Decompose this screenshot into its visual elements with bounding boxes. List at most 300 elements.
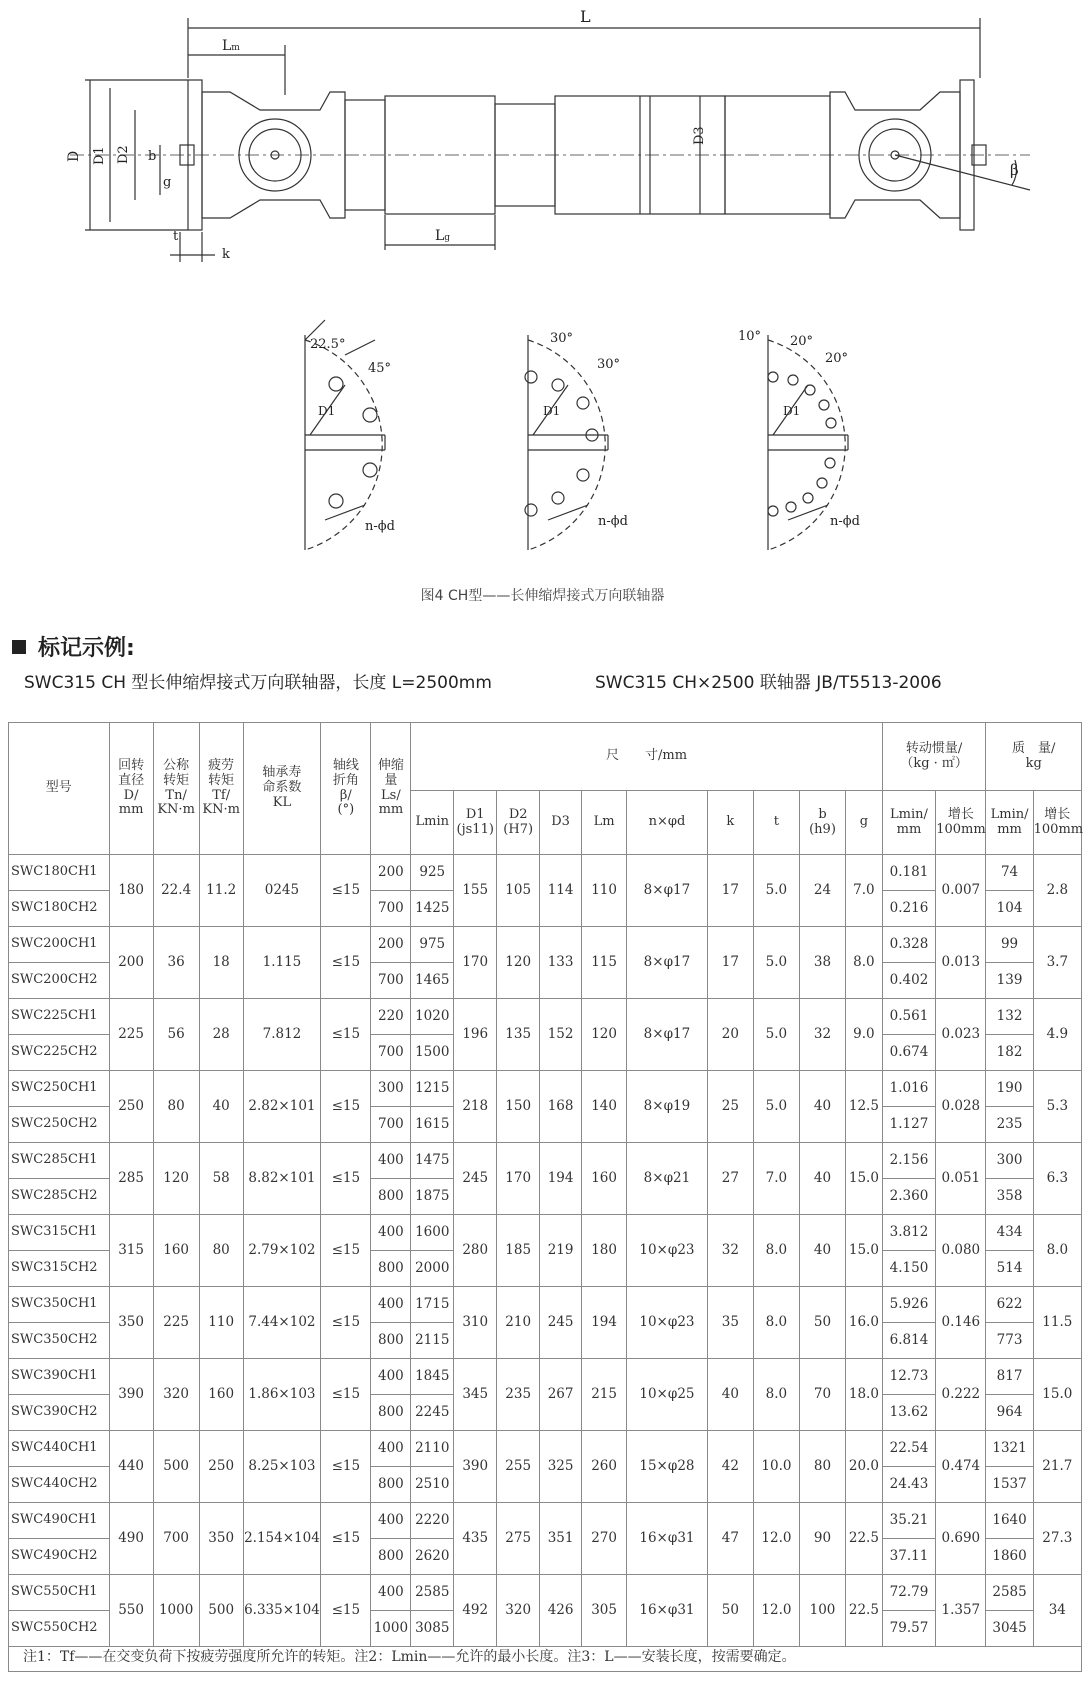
cell-Minc: 11.5: [1033, 1287, 1081, 1359]
cell-nphid: 16×φ31: [627, 1503, 708, 1575]
cell-g: 22.5: [846, 1575, 883, 1647]
th-b: b (h9): [799, 791, 845, 855]
cell-Minc: 34: [1033, 1575, 1081, 1647]
dim-g-label: g: [163, 175, 172, 190]
th-t: t: [753, 791, 799, 855]
cell-D: 150: [497, 1071, 540, 1143]
th-Ls: 伸缩 量 Ls/ mm: [371, 723, 411, 855]
table-row: [9, 1503, 1082, 1539]
cell-KL: 8.25×103: [243, 1431, 321, 1503]
flange3-angle-b: 20°: [790, 334, 814, 349]
cell-D: 218: [454, 1071, 497, 1143]
cell-Lm: 305: [582, 1575, 627, 1647]
flange2-D1-label: D1: [543, 404, 561, 418]
cell-Ls: 700: [371, 891, 411, 927]
cell-D: 155: [454, 855, 497, 927]
cell-Ls: 800: [371, 1467, 411, 1503]
th-mass-inc: 增长 100mm: [1033, 791, 1081, 855]
flange2-angle-b: 30°: [597, 357, 621, 372]
cell-Ls: 400: [371, 1575, 411, 1611]
cell-Lmin: 1615: [411, 1107, 454, 1143]
cell-D: 492: [454, 1575, 497, 1647]
cell-b: 90: [799, 1503, 845, 1575]
th-KL: 轴承寿 命系数 KL: [243, 723, 321, 855]
flange1-angle-a: 22.5°: [310, 337, 346, 352]
cell-J: 1.016: [882, 1071, 935, 1107]
cell-M: 1860: [986, 1539, 1033, 1575]
cell-k: 50: [707, 1575, 753, 1647]
cell-D: 275: [497, 1503, 540, 1575]
th-Tn: 公称 转矩 Tn/ KN·m: [153, 723, 199, 855]
cell-J: 6.814: [882, 1323, 935, 1359]
cell-Lmin: 2510: [411, 1467, 454, 1503]
table-row: [9, 1359, 1082, 1395]
cell-D: 235: [497, 1359, 540, 1431]
cell-Tn: 500: [153, 1431, 199, 1503]
cell-M: 104: [986, 891, 1033, 927]
cell-beta: ≤15: [321, 1575, 371, 1647]
cell-J: 72.79: [882, 1575, 935, 1611]
cell-k: 32: [707, 1215, 753, 1287]
cell-Tf: 58: [199, 1143, 243, 1215]
table-row: [9, 1071, 1082, 1107]
cell-m: SWC490CH2: [9, 1539, 110, 1575]
cell-beta: ≤15: [321, 855, 371, 927]
table-row: [9, 1143, 1082, 1179]
cell-Tf: 500: [199, 1575, 243, 1647]
cell-D: 170: [454, 927, 497, 999]
cell-b: 24: [799, 855, 845, 927]
cell-t: 12.0: [753, 1503, 799, 1575]
cell-J: 2.156: [882, 1143, 935, 1179]
cell-D: 435: [454, 1503, 497, 1575]
cell-k: 47: [707, 1503, 753, 1575]
cell-m: SWC440CH1: [9, 1431, 110, 1467]
flange1-D1-label: D1: [318, 404, 336, 418]
flange3-nphid: n-ϕd: [830, 514, 860, 529]
cell-M: 132: [986, 999, 1033, 1035]
cell-Tn: 80: [153, 1071, 199, 1143]
cell-Lmin: 2245: [411, 1395, 454, 1431]
cell-Lmin: 1465: [411, 963, 454, 999]
cell-m: SWC440CH2: [9, 1467, 110, 1503]
cell-beta: ≤15: [321, 927, 371, 999]
flange2-nphid: n-ϕd: [598, 514, 628, 529]
spec-table-body: [9, 855, 1082, 1647]
cell-nphid: 10×φ25: [627, 1359, 708, 1431]
cell-D: 345: [454, 1359, 497, 1431]
cell-Ls: 400: [371, 1287, 411, 1323]
cell-D: 133: [540, 927, 582, 999]
cell-M: 622: [986, 1287, 1033, 1323]
cell-D: 390: [454, 1431, 497, 1503]
cell-nphid: 8×φ19: [627, 1071, 708, 1143]
cell-Jinc: 1.357: [936, 1575, 986, 1647]
cell-Tf: 350: [199, 1503, 243, 1575]
cell-g: 18.0: [846, 1359, 883, 1431]
cell-D: 310: [454, 1287, 497, 1359]
cell-Ls: 800: [371, 1395, 411, 1431]
cell-nphid: 8×φ21: [627, 1143, 708, 1215]
cell-D: 490: [109, 1503, 153, 1575]
cell-Jinc: 0.690: [936, 1503, 986, 1575]
cell-Lmin: 1215: [411, 1071, 454, 1107]
cell-t: 5.0: [753, 927, 799, 999]
dim-b-label: b: [148, 149, 157, 164]
cell-J: 5.926: [882, 1287, 935, 1323]
th-beta: 轴线 折角 β/ (°): [321, 723, 371, 855]
table-row: [9, 1431, 1082, 1467]
dim-Lg-label: Lg: [435, 228, 451, 244]
cell-Jinc: 0.222: [936, 1359, 986, 1431]
cell-KL: 7.812: [243, 999, 321, 1071]
th-mass: 质 量/ kg: [986, 723, 1082, 791]
table-row: [9, 1215, 1082, 1251]
cell-beta: ≤15: [321, 1503, 371, 1575]
cell-m: SWC550CH1: [9, 1575, 110, 1611]
cell-Tf: 18: [199, 927, 243, 999]
cell-D: 285: [109, 1143, 153, 1215]
cell-nphid: 10×φ23: [627, 1215, 708, 1287]
flange3-angle-c: 20°: [825, 351, 849, 366]
cell-D: 200: [109, 927, 153, 999]
cell-Tn: 56: [153, 999, 199, 1071]
cell-m: SWC390CH1: [9, 1359, 110, 1395]
table-row: [9, 927, 1082, 963]
cell-m: SWC285CH1: [9, 1143, 110, 1179]
cell-Lmin: 1020: [411, 999, 454, 1035]
cell-m: SWC180CH1: [9, 855, 110, 891]
cell-Lm: 260: [582, 1431, 627, 1503]
cell-J: 0.328: [882, 927, 935, 963]
cell-t: 8.0: [753, 1215, 799, 1287]
cell-Lmin: 1845: [411, 1359, 454, 1395]
cell-t: 5.0: [753, 855, 799, 927]
cell-J: 0.674: [882, 1035, 935, 1071]
cell-t: 8.0: [753, 1359, 799, 1431]
cell-g: 15.0: [846, 1215, 883, 1287]
table-row: [9, 999, 1082, 1035]
th-dimensions: 尺 寸/mm: [411, 723, 882, 791]
cell-D: 440: [109, 1431, 153, 1503]
cell-b: 32: [799, 999, 845, 1071]
cell-k: 25: [707, 1071, 753, 1143]
th-inertia-lmin: Lmin/ mm: [882, 791, 935, 855]
th-D: 回转 直径 D/ mm: [109, 723, 153, 855]
cell-Ls: 700: [371, 1107, 411, 1143]
cell-g: 16.0: [846, 1287, 883, 1359]
cell-k: 42: [707, 1431, 753, 1503]
cell-Tf: 28: [199, 999, 243, 1071]
flange3-angle-a: 10°: [738, 329, 762, 344]
cell-Tn: 36: [153, 927, 199, 999]
cell-Jinc: 0.028: [936, 1071, 986, 1143]
cell-Ls: 200: [371, 855, 411, 891]
cell-M: 817: [986, 1359, 1033, 1395]
cell-KL: 6.335×104: [243, 1575, 321, 1647]
cell-Lm: 110: [582, 855, 627, 927]
cell-KL: 1.86×103: [243, 1359, 321, 1431]
cell-D: 255: [497, 1431, 540, 1503]
cell-J: 13.62: [882, 1395, 935, 1431]
cell-Lm: 270: [582, 1503, 627, 1575]
th-Tf: 疲劳 转矩 Tf/ KN·m: [199, 723, 243, 855]
cell-g: 7.0: [846, 855, 883, 927]
cell-D: 550: [109, 1575, 153, 1647]
cell-k: 27: [707, 1143, 753, 1215]
marking-example-code: SWC315 CH×2500 联轴器 JB/T5513-2006: [595, 673, 942, 693]
flange1-nphid: n-ϕd: [365, 519, 395, 534]
cell-Minc: 5.3: [1033, 1071, 1081, 1143]
coupling-drawing: [0, 0, 1085, 580]
cell-Tn: 700: [153, 1503, 199, 1575]
cell-Ls: 800: [371, 1323, 411, 1359]
th-model: 型号: [9, 723, 110, 855]
cell-Ls: 400: [371, 1503, 411, 1539]
cell-m: SWC390CH2: [9, 1395, 110, 1431]
cell-Lmin: 1715: [411, 1287, 454, 1323]
cell-g: 12.5: [846, 1071, 883, 1143]
cell-m: SWC250CH2: [9, 1107, 110, 1143]
cell-beta: ≤15: [321, 1359, 371, 1431]
cell-Minc: 15.0: [1033, 1359, 1081, 1431]
cell-k: 20: [707, 999, 753, 1071]
th-D3: D3: [540, 791, 582, 855]
th-D2: D2 (H7): [497, 791, 540, 855]
cell-D: 351: [540, 1503, 582, 1575]
cell-J: 79.57: [882, 1611, 935, 1647]
cell-k: 35: [707, 1287, 753, 1359]
cell-D: 245: [454, 1143, 497, 1215]
cell-M: 1640: [986, 1503, 1033, 1539]
cell-M: 514: [986, 1251, 1033, 1287]
cell-D: 250: [109, 1071, 153, 1143]
flange2-angle-a: 30°: [550, 331, 574, 346]
table-footnote: 注1：Tf——在交变负荷下按疲劳强度所允许的转矩。注2：Lmin——允许的最小长度。注3：L——安装长度，按需要确定。: [8, 1638, 1082, 1672]
th-mass-lmin: Lmin/ mm: [986, 791, 1033, 855]
cell-m: SWC285CH2: [9, 1179, 110, 1215]
flange1-angle-b: 45°: [368, 361, 392, 376]
cell-Ls: 400: [371, 1215, 411, 1251]
cell-Lmin: 2000: [411, 1251, 454, 1287]
cell-m: SWC315CH2: [9, 1251, 110, 1287]
cell-D: 280: [454, 1215, 497, 1287]
cell-beta: ≤15: [321, 1143, 371, 1215]
cell-M: 434: [986, 1215, 1033, 1251]
cell-Lm: 120: [582, 999, 627, 1071]
cell-g: 22.5: [846, 1503, 883, 1575]
cell-g: 9.0: [846, 999, 883, 1071]
cell-J: 4.150: [882, 1251, 935, 1287]
cell-nphid: 8×φ17: [627, 999, 708, 1071]
cell-Tn: 320: [153, 1359, 199, 1431]
cell-Lm: 160: [582, 1143, 627, 1215]
cell-beta: ≤15: [321, 1431, 371, 1503]
figure-caption: 图4 CH型——长伸缩焊接式万向联轴器: [420, 588, 665, 604]
cell-J: 37.11: [882, 1539, 935, 1575]
cell-Ls: 220: [371, 999, 411, 1035]
cell-M: 190: [986, 1071, 1033, 1107]
cell-Ls: 200: [371, 927, 411, 963]
cell-Ls: 800: [371, 1179, 411, 1215]
table-row: [9, 1287, 1082, 1323]
cell-D: 225: [109, 999, 153, 1071]
cell-Minc: 4.9: [1033, 999, 1081, 1071]
cell-nphid: 8×φ17: [627, 927, 708, 999]
cell-Ls: 400: [371, 1431, 411, 1467]
cell-J: 35.21: [882, 1503, 935, 1539]
cell-m: SWC550CH2: [9, 1611, 110, 1647]
cell-t: 12.0: [753, 1575, 799, 1647]
th-nphid: n×φd: [627, 791, 708, 855]
cell-KL: 2.79×102: [243, 1215, 321, 1287]
cell-Tn: 160: [153, 1215, 199, 1287]
cell-J: 24.43: [882, 1467, 935, 1503]
cell-b: 80: [799, 1431, 845, 1503]
cell-D: 245: [540, 1287, 582, 1359]
cell-m: SWC315CH1: [9, 1215, 110, 1251]
cell-M: 139: [986, 963, 1033, 999]
cell-Lmin: 2115: [411, 1323, 454, 1359]
cell-m: SWC200CH1: [9, 927, 110, 963]
cell-Lmin: 1425: [411, 891, 454, 927]
cell-D: 135: [497, 999, 540, 1071]
cell-t: 5.0: [753, 1071, 799, 1143]
cell-g: 20.0: [846, 1431, 883, 1503]
cell-Minc: 2.8: [1033, 855, 1081, 927]
cell-m: SWC225CH2: [9, 1035, 110, 1071]
cell-D: 194: [540, 1143, 582, 1215]
spec-table: [8, 722, 1082, 1647]
th-inertia-inc: 增长 100mm: [936, 791, 986, 855]
cell-M: 358: [986, 1179, 1033, 1215]
cell-Ls: 700: [371, 963, 411, 999]
dim-D1-label: D1: [92, 146, 107, 165]
cell-D: 180: [109, 855, 153, 927]
cell-Minc: 3.7: [1033, 927, 1081, 999]
cell-Tn: 120: [153, 1143, 199, 1215]
cell-Minc: 21.7: [1033, 1431, 1081, 1503]
cell-J: 1.127: [882, 1107, 935, 1143]
th-Lmin: Lmin: [411, 791, 454, 855]
cell-Lmin: 925: [411, 855, 454, 891]
cell-J: 12.73: [882, 1359, 935, 1395]
cell-beta: ≤15: [321, 1287, 371, 1359]
cell-J: 3.812: [882, 1215, 935, 1251]
cell-nphid: 8×φ17: [627, 855, 708, 927]
cell-k: 17: [707, 855, 753, 927]
cell-m: SWC225CH1: [9, 999, 110, 1035]
cell-D: 210: [497, 1287, 540, 1359]
cell-g: 15.0: [846, 1143, 883, 1215]
cell-nphid: 10×φ23: [627, 1287, 708, 1359]
cell-Lm: 140: [582, 1071, 627, 1143]
cell-b: 100: [799, 1575, 845, 1647]
cell-Ls: 1000: [371, 1611, 411, 1647]
cell-Lmin: 2620: [411, 1539, 454, 1575]
cell-Lmin: 1500: [411, 1035, 454, 1071]
cell-m: SWC350CH1: [9, 1287, 110, 1323]
cell-J: 22.54: [882, 1431, 935, 1467]
cell-Jinc: 0.146: [936, 1287, 986, 1359]
cell-Jinc: 0.007: [936, 855, 986, 927]
cell-beta: ≤15: [321, 1071, 371, 1143]
cell-nphid: 16×φ31: [627, 1575, 708, 1647]
cell-Lm: 215: [582, 1359, 627, 1431]
cell-Jinc: 0.051: [936, 1143, 986, 1215]
cell-KL: 1.115: [243, 927, 321, 999]
cell-Ls: 800: [371, 1251, 411, 1287]
cell-Minc: 6.3: [1033, 1143, 1081, 1215]
cell-Ls: 700: [371, 1035, 411, 1071]
cell-Lm: 115: [582, 927, 627, 999]
dim-D3-label: D3: [692, 126, 707, 145]
cell-Lmin: 2220: [411, 1503, 454, 1539]
cell-Lmin: 1600: [411, 1215, 454, 1251]
cell-k: 40: [707, 1359, 753, 1431]
cell-D: 315: [109, 1215, 153, 1287]
cell-D: 170: [497, 1143, 540, 1215]
cell-b: 40: [799, 1071, 845, 1143]
cell-Ls: 300: [371, 1071, 411, 1107]
cell-KL: 2.82×101: [243, 1071, 321, 1143]
cell-t: 7.0: [753, 1143, 799, 1215]
cell-Tf: 160: [199, 1359, 243, 1431]
th-g: g: [846, 791, 883, 855]
cell-D: 196: [454, 999, 497, 1071]
cell-Minc: 8.0: [1033, 1215, 1081, 1287]
cell-M: 2585: [986, 1575, 1033, 1611]
cell-Minc: 27.3: [1033, 1503, 1081, 1575]
cell-J: 2.360: [882, 1179, 935, 1215]
th-Lm: Lm: [582, 791, 627, 855]
cell-Jinc: 0.080: [936, 1215, 986, 1287]
cell-Lm: 194: [582, 1287, 627, 1359]
cell-Lmin: 1475: [411, 1143, 454, 1179]
cell-Tn: 1000: [153, 1575, 199, 1647]
dim-t-label: t: [173, 229, 179, 244]
cell-M: 182: [986, 1035, 1033, 1071]
cell-D: 426: [540, 1575, 582, 1647]
cell-Tf: 110: [199, 1287, 243, 1359]
marking-example-desc: SWC315 CH 型长伸缩焊接式万向联轴器，长度 L=2500mm: [24, 673, 492, 693]
cell-D: 320: [497, 1575, 540, 1647]
cell-J: 0.181: [882, 855, 935, 891]
cell-m: SWC180CH2: [9, 891, 110, 927]
cell-D: 120: [497, 927, 540, 999]
cell-b: 40: [799, 1215, 845, 1287]
cell-M: 1321: [986, 1431, 1033, 1467]
cell-D: 114: [540, 855, 582, 927]
th-k: k: [707, 791, 753, 855]
dim-L-label: L: [580, 7, 591, 26]
cell-M: 964: [986, 1395, 1033, 1431]
cell-k: 17: [707, 927, 753, 999]
bullet-square-icon: [12, 640, 26, 654]
flange3-D1-label: D1: [783, 404, 801, 418]
cell-m: SWC250CH1: [9, 1071, 110, 1107]
cell-t: 10.0: [753, 1431, 799, 1503]
cell-J: 0.402: [882, 963, 935, 999]
cell-D: 185: [497, 1215, 540, 1287]
th-inertia: 转动惯量/ （kg · ㎡）: [882, 723, 986, 791]
cell-KL: 8.82×101: [243, 1143, 321, 1215]
cell-D: 168: [540, 1071, 582, 1143]
cell-Ls: 400: [371, 1143, 411, 1179]
cell-b: 70: [799, 1359, 845, 1431]
cell-Jinc: 0.013: [936, 927, 986, 999]
cell-D: 350: [109, 1287, 153, 1359]
